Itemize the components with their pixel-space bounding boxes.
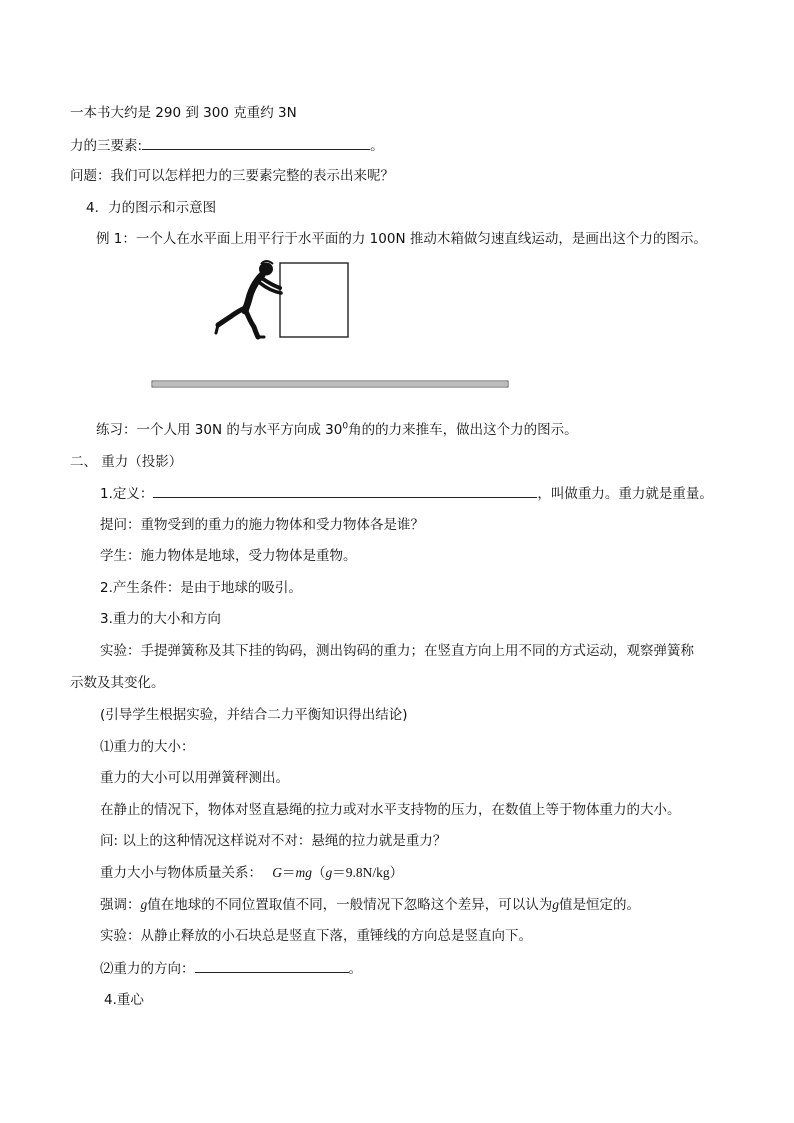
relation-line [100, 863, 403, 883]
formula [272, 865, 403, 880]
size-measure: 重力的大小可以用弹簧秤测出。 [100, 770, 289, 786]
emphasis-rest: 值在地球的不同位置取值不同，一般情况下忽略这个差异，可以认为 [147, 897, 553, 913]
definition-suffix: ，叫做重力。重力就是重量。 [537, 486, 713, 502]
three-elements-label: 力的三要素: [70, 138, 143, 154]
formula-g: g [325, 865, 333, 880]
section4-title: 4．力的图示和示意图 [86, 200, 217, 216]
question-gravity-objects: 提问：重物受到的重力的施力物体和受力物体各是谁？ [100, 517, 424, 533]
wooden-box [280, 263, 348, 337]
exercise-suffix: 角的的力来推车，做出这个力的图示。 [348, 422, 578, 438]
experiment-line1: 实验：手提弹簧称及其下挂的钩码，测出钩码的重力；在竖直方向上用不同的方式运动，观察弹簧称 [100, 643, 694, 659]
question-rope: 问: 以上的这种情况这样说对不对：悬绳的拉力就是重力？ [100, 833, 447, 849]
emphasis-g2: g [552, 897, 559, 912]
static-case: 在静止的情况下，物体对竖直悬绳的拉力或对水平支持物的压力，在数值上等于物体重力的大小。 [100, 802, 681, 818]
formula-eq1: ＝ [282, 865, 296, 880]
three-elements-line [70, 135, 384, 156]
emphasis-end: 值是恒定的。 [559, 897, 640, 913]
exercise-degree: 0 [342, 421, 349, 432]
guide: (引导学生根据实验，并结合二力平衡知识得出结论) [100, 707, 408, 723]
experiment-drop: 实验：从静止释放的小石块总是竖直下落，重锤线的方向总是竖直向下。 [100, 928, 532, 944]
exercise-line [96, 420, 578, 440]
direction-line [100, 958, 362, 979]
direction-period: 。 [348, 961, 362, 977]
experiment-line2: 示数及其变化。 [70, 675, 165, 691]
three-elements-blank [142, 135, 370, 150]
formula-mg: mg [295, 865, 313, 880]
definition-prefix: 1.定义： [100, 486, 154, 502]
definition-line [100, 483, 713, 504]
section3-title: 3.重力的大小和方向 [100, 611, 221, 627]
person-icon [216, 261, 281, 337]
exercise-prefix: 练习：一个人用 30N 的与水平方向成 30 [96, 422, 343, 438]
section4b-title: 4.重心 [104, 992, 144, 1008]
book-weight-line: 一本书大约是 290 到 300 克重约 3N [70, 105, 297, 121]
student-answer: 学生：施力物体是地球，受力物体是重物。 [100, 548, 357, 564]
direction-label: ⑵重力的方向： [100, 961, 195, 977]
push-box-illustration [150, 255, 512, 395]
size-title: ⑴重力的大小： [100, 739, 195, 755]
relation-label: 重力大小与物体质量关系： [100, 865, 262, 881]
formula-G: G [272, 865, 283, 880]
definition-blank [153, 483, 537, 498]
emphasis-g: g [140, 897, 148, 912]
period: 。 [370, 138, 384, 154]
emphasis-line [100, 895, 640, 915]
condition: 2.产生条件：是由于地球的吸引。 [100, 580, 302, 596]
formula-eq2: ＝9.8N/kg） [332, 865, 404, 880]
example1: 例 1：一个人在水平面上用平行于水平面的力 100N 推动木箱做匀速直线运动，是画出这个力的图示。 [96, 231, 707, 247]
emphasis-label: 强调： [100, 897, 141, 913]
formula-paren: （ [312, 865, 326, 880]
question-three-elements: 问题：我们可以怎样把力的三要素完整的表示出来呢？ [70, 168, 394, 184]
part2-title: 二、 重力（投影） [70, 454, 183, 470]
direction-blank [195, 958, 349, 973]
push-box-figure [150, 255, 512, 395]
ground-fill [153, 382, 507, 386]
